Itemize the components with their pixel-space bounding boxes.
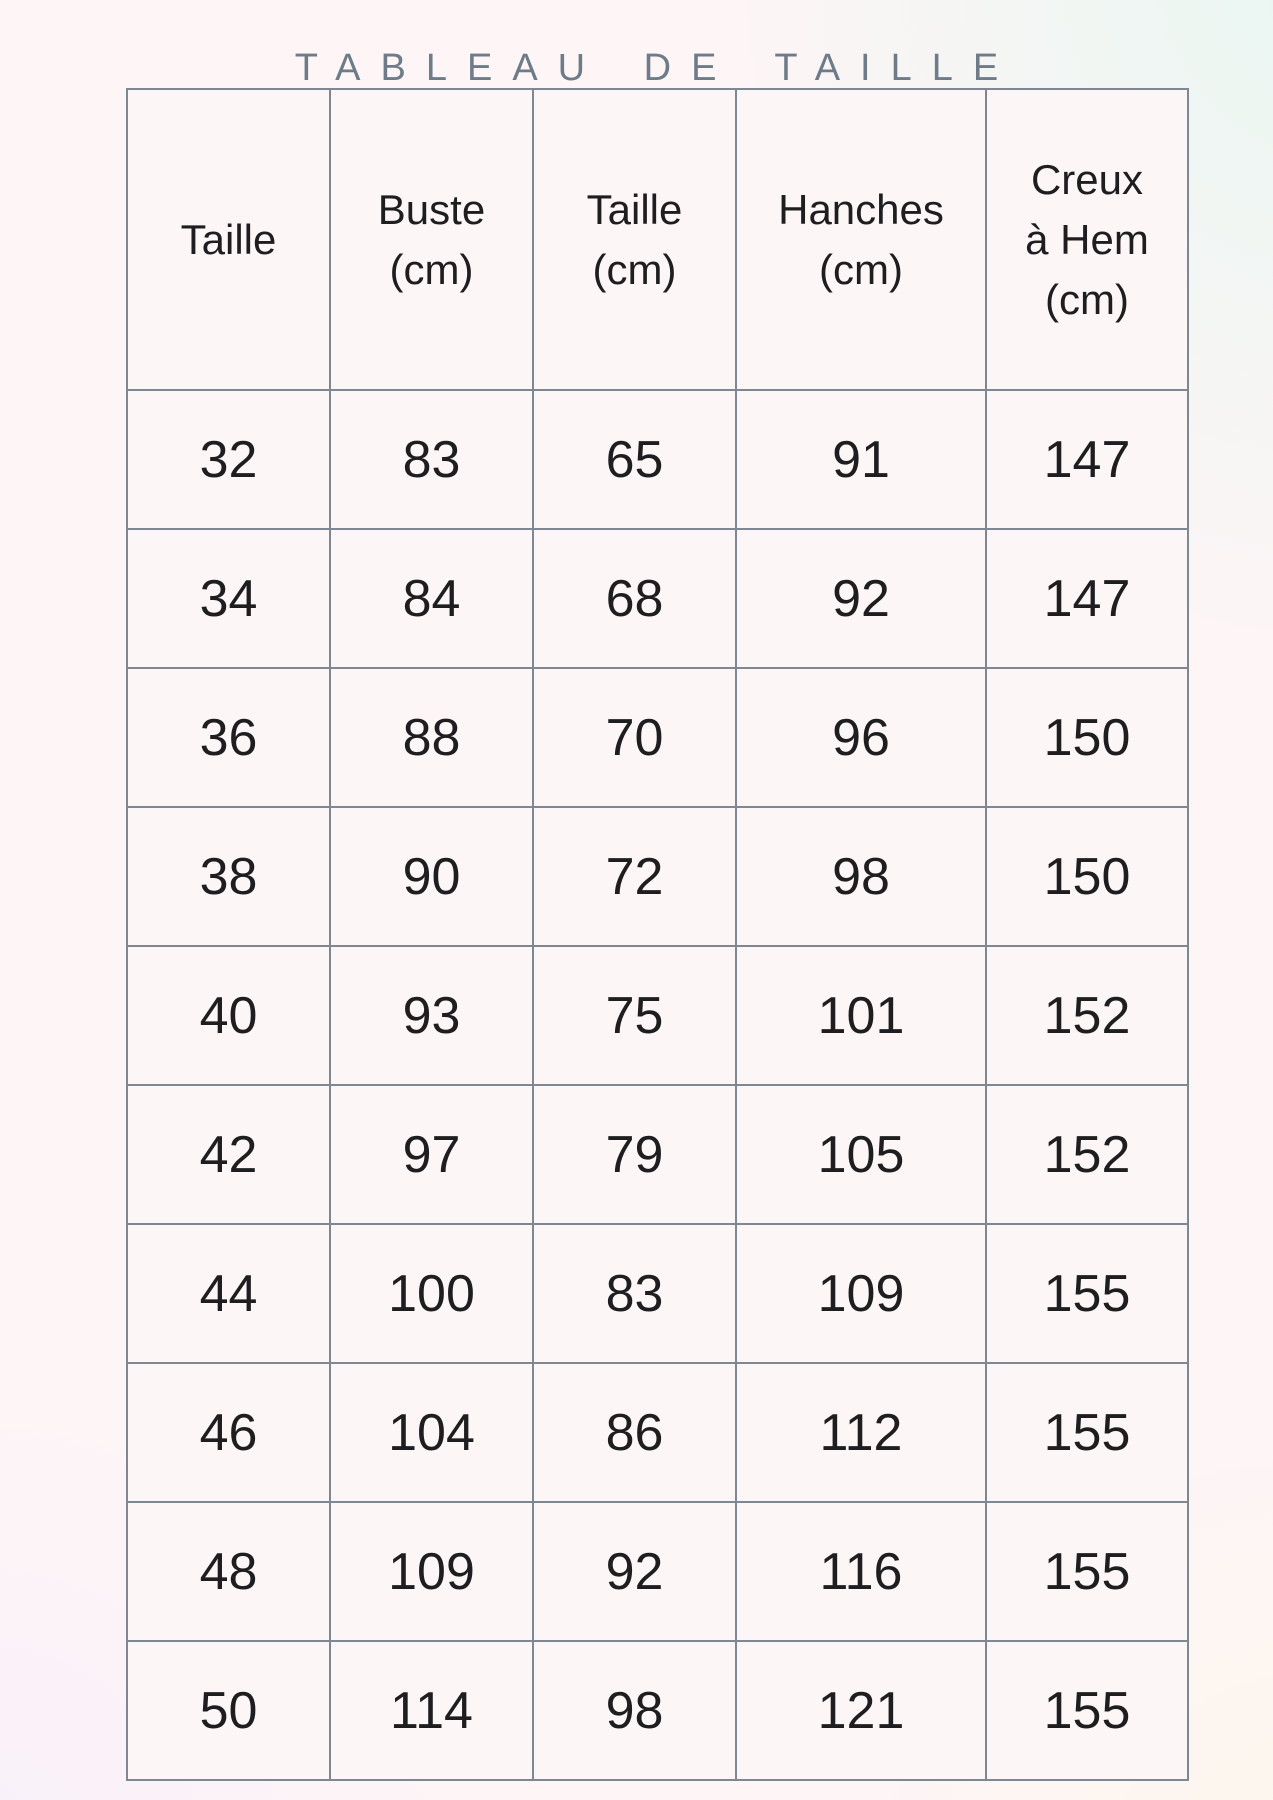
table-cell: 44 [127, 1224, 330, 1363]
table-cell: 121 [736, 1641, 986, 1780]
header-label: Hanches [778, 185, 944, 233]
table-cell: 40 [127, 946, 330, 1085]
table-cell: 88 [330, 668, 533, 807]
table-row [127, 946, 1188, 1085]
table-row [127, 1363, 1188, 1502]
table-cell: 38 [127, 807, 330, 946]
table-cell: 92 [533, 1502, 736, 1641]
table-cell: 91 [736, 390, 986, 529]
table-cell: 96 [736, 668, 986, 807]
table-cell: 97 [330, 1085, 533, 1224]
table-cell: 68 [533, 529, 736, 668]
table-cell: 150 [986, 807, 1188, 946]
table-cell: 84 [330, 529, 533, 668]
table-cell: 150 [986, 668, 1188, 807]
table-row [127, 668, 1188, 807]
table-row [127, 1224, 1188, 1363]
header-unit: (cm) [1045, 275, 1129, 323]
table-row [127, 807, 1188, 946]
table-cell: 155 [986, 1502, 1188, 1641]
table-cell: 105 [736, 1085, 986, 1224]
table-cell: 147 [986, 390, 1188, 529]
table-cell: 90 [330, 807, 533, 946]
header-label: à Hem [1025, 215, 1149, 263]
header-creux-a-hem-cm [986, 89, 1188, 390]
table-cell: 155 [986, 1363, 1188, 1502]
header-label: Taille [586, 185, 683, 233]
table-cell: 83 [330, 390, 533, 529]
header-label: Taille [180, 215, 277, 263]
table-cell: 152 [986, 1085, 1188, 1224]
table-cell: 112 [736, 1363, 986, 1502]
table-row [127, 1502, 1188, 1641]
table-cell: 46 [127, 1363, 330, 1502]
header-unit: (cm) [592, 245, 677, 293]
table-cell: 72 [533, 807, 736, 946]
table-cell: 92 [736, 529, 986, 668]
table-cell: 109 [736, 1224, 986, 1363]
header-hanches-cm [736, 89, 986, 390]
header-row [127, 89, 1188, 390]
table-cell: 109 [330, 1502, 533, 1641]
table-cell: 42 [127, 1085, 330, 1224]
table-cell: 98 [736, 807, 986, 946]
header-unit: (cm) [389, 245, 474, 293]
table-cell: 86 [533, 1363, 736, 1502]
table-cell: 98 [533, 1641, 736, 1780]
table-cell: 75 [533, 946, 736, 1085]
table-cell: 48 [127, 1502, 330, 1641]
table-cell: 50 [127, 1641, 330, 1780]
page-title: TABLEAU DE TAILLE [294, 47, 1019, 89]
table-cell: 116 [736, 1502, 986, 1641]
table-cell: 155 [986, 1224, 1188, 1363]
table-row [127, 529, 1188, 668]
header-taille [127, 89, 330, 390]
table-cell: 65 [533, 390, 736, 529]
table-cell: 79 [533, 1085, 736, 1224]
table-cell: 34 [127, 529, 330, 668]
header-taille-cm [533, 89, 736, 390]
table-cell: 70 [533, 668, 736, 807]
header-label: Buste [377, 185, 486, 233]
table-cell: 104 [330, 1363, 533, 1502]
table-cell: 152 [986, 946, 1188, 1085]
table-cell: 101 [736, 946, 986, 1085]
header-unit: (cm) [819, 245, 903, 293]
table-cell: 155 [986, 1641, 1188, 1780]
table-cell: 36 [127, 668, 330, 807]
header-buste-cm [330, 89, 533, 390]
size-chart-table [126, 88, 1189, 1781]
table-row [127, 1085, 1188, 1224]
table-cell: 83 [533, 1224, 736, 1363]
table-cell: 93 [330, 946, 533, 1085]
table-cell: 32 [127, 390, 330, 529]
table-cell: 114 [330, 1641, 533, 1780]
table-cell: 100 [330, 1224, 533, 1363]
table-row [127, 1641, 1188, 1780]
table-row [127, 390, 1188, 529]
table-cell: 147 [986, 529, 1188, 668]
header-label: Creux [1030, 155, 1144, 203]
